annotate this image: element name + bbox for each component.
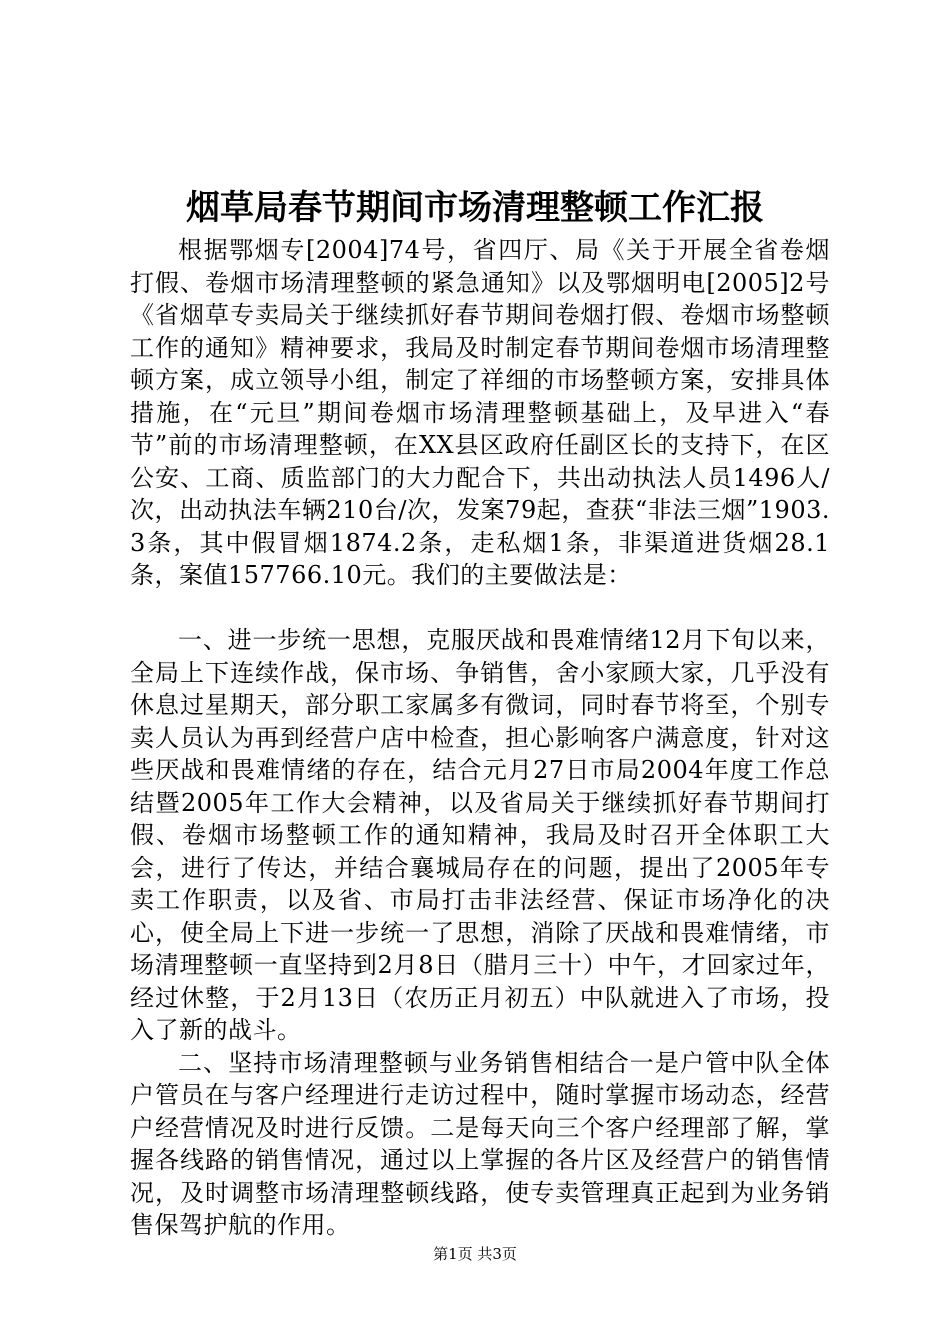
document-title: 烟草局春节期间市场清理整顿工作汇报	[186, 188, 764, 228]
body-paragraph-section-2: 二、坚持市场清理整顿与业务销售相结合一是户管中队全体户管员在与客户经理进行走访过程中，随时掌握市场动态，经营户经营情况及时进行反馈。二是每天向三个客户经理部了解，掌握各线路的销售情况，通过以上掌握的各片区及经营户的销售情况，及时调整市场清理整顿线路，使专卖管理真正起到为业务销售保驾护航的作用。	[130, 1048, 830, 1239]
body-paragraph-section-1: 一、进一步统一思想，克服厌战和畏难情绪12月下旬以来，全局上下连续作战，保市场、争销售，舍小家顾大家，几乎没有休息过星期天，部分职工家属多有微词，同时春节将至，个别专卖人员认为再到经营户店中检查，担心影响客户满意度，针对这些厌战和畏难情绪的存在，结合元月27日市局2004年度工作总结暨2005年工作大会精神，以及省局关于继续抓好春节期间打假、卷烟市场整顿工作的通知精神，我局及时召开全体职工大会，进行了传达，并结合襄城局存在的问题，提出了2005年专卖工作职责，以及省、市局打击非法经营、保证市场净化的决心，使全局上下进一步统一了思想，消除了厌战和畏难情绪，市场清理整顿一直坚持到2月8日（腊月三十）中午，才回家过年，经过休整，于2月13日（农历正月初五）中队就进入了市场，投入了新的战斗。	[130, 626, 830, 1044]
body-paragraph-intro: 根据鄂烟专[2004]74号，省四厅、局《关于开展全省卷烟打假、卷烟市场清理整顿的紧急通知》以及鄂烟明电[2005]2号《省烟草专卖局关于继续抓好春节期间卷烟打假、卷烟市场整顿工作的通知》精神要求，我局及时制定春节期间卷烟市场清理整顿方案，成立领导小组，制定了祥细的市场整顿方案，安排具体措施，在“元旦”期间卷烟市场清理整顿基础上，及早进入“春节”前的市场清理整顿，在XX县区政府任副区长的支持下，在区公安、工商、质监部门的大力配合下，共出动执法人员1496人/次，出动执法车辆210台/次，发案79起，查获“非法三烟”1903.3条，其中假冒烟1874.2条，走私烟1条，非渠道进货烟28.1条，案值157766.10元。我们的主要做法是：	[130, 236, 830, 589]
document-body	[130, 234, 830, 1242]
page-number-footer: 第1页 共3页	[433, 1245, 517, 1263]
paragraph-spacer	[130, 592, 830, 625]
